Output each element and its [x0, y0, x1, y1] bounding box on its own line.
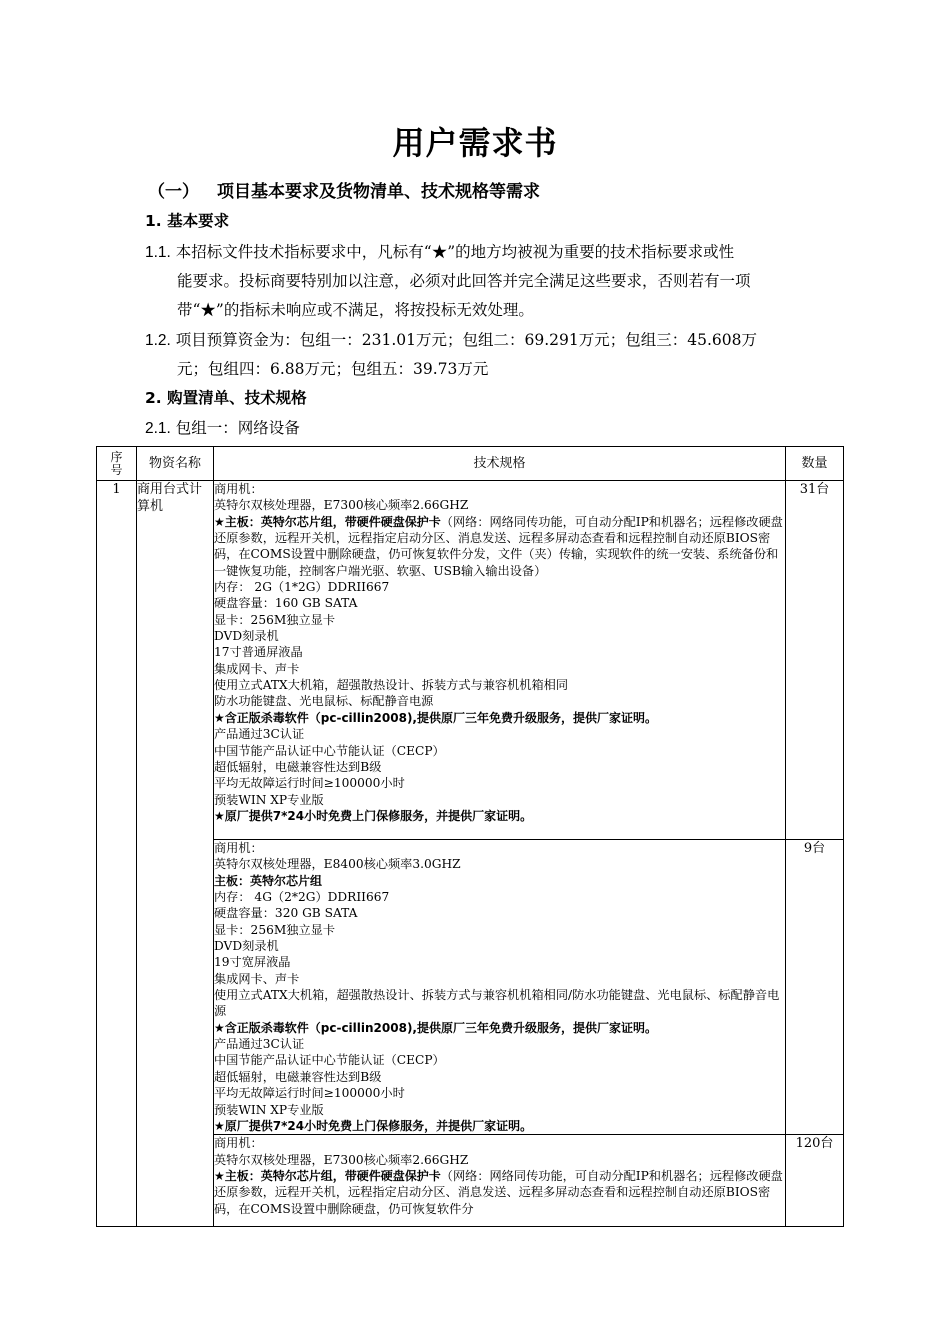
clause-2-1 [145, 416, 300, 438]
row-seq: 1 [97, 481, 137, 1227]
clause-number: 2.1. [145, 420, 171, 437]
spec-line: ★含正版杀毒软件（pc-cillin2008),提供原厂三年免费升级服务，提供厂家证明。 [214, 710, 657, 725]
clause-number: 1.2. [145, 332, 171, 349]
spec-line: 显卡：256M独立显卡 [214, 612, 336, 627]
row-quantity: 120台 [786, 1135, 844, 1227]
spec-line: 预装WIN XP专业版 [214, 792, 324, 807]
spec-line: 硬盘容量：160 GB SATA [214, 596, 358, 611]
header-qty: 数量 [786, 447, 844, 481]
spec-line: 硬盘容量：320 GB SATA [214, 906, 358, 921]
spec-line: 内存： 2G（1*2G）DDRII667 [214, 580, 390, 595]
spec-line: 中国节能产品认证中心节能认证（CECP） [214, 1053, 445, 1068]
clause-text: 项目预算资金为：包组一：231.01万元；包组二：69.291万元；包组三：45.608万 [175, 331, 758, 349]
section-heading-prefix: （一） [148, 182, 199, 202]
spec-line: 使用立式ATX大机箱，超强散热设计、拆装方式与兼容机机箱相同 [214, 678, 569, 693]
spec-line: 中国节能产品认证中心节能认证（CECP） [214, 743, 445, 758]
spec-line: 显卡：256M独立显卡 [214, 922, 336, 937]
spec-line: 平均无故障运行时间≥100000小时 [214, 1086, 405, 1101]
clause-text: 包组一：网络设备 [175, 419, 300, 437]
spec-cell [214, 840, 786, 1135]
spec-line: ★原厂提供7*24小时免费上门保修服务，并提供厂家证明。 [214, 808, 533, 823]
spec-line: 产品通过3C认证 [214, 1037, 305, 1052]
spec-line: 防水功能键盘、光电鼠标、标配静音电源 [214, 694, 434, 709]
section-heading [148, 177, 540, 202]
table-header-row [97, 447, 844, 481]
spec-line [214, 514, 785, 579]
header-name: 物资名称 [137, 447, 214, 481]
spec-detail: （网络：网络同传功能，可自动分配IP和机器名；远程修改硬盘还原参数，远程开关机，远程指定启动分区、消息发送、远程多屏动态查看和远程控制自动还原BIOS密码，在COMS设置中删除硬盘，仍可恢复软件分 [214, 1168, 783, 1216]
spec-line: 英特尔双核处理器，E8400核心频率3.0GHZ [214, 857, 461, 872]
purchase-heading: 2. 购置清单、技术规格 [145, 389, 307, 407]
spec-line: DVD刻录机 [214, 939, 279, 954]
spec-detail: （网络：网络同传功能，可自动分配IP和机器名；远程修改硬盘还原参数，远程开关机，远程指定启动分区、消息发送、远程多屏动态查看和远程控制自动还原BIOS密码，在COMS设置中删除硬盘，仍可恢复软件分发，文件（夹）传输，实现软件的统一安装、系统备份和一键恢复功能，控制客户端光驱、软驱、USB输入输出设备） [214, 514, 783, 578]
spec-line: 平均无故障运行时间≥100000小时 [214, 776, 405, 791]
header-seq: 序号 [97, 447, 137, 481]
spec-emphasis: ★主板：英特尔芯片组，带硬件硬盘保护卡 [214, 1168, 441, 1183]
spec-line: 集成网卡、声卡 [214, 661, 300, 676]
clause-1-2 [145, 328, 757, 350]
clause-1-1-line-2: 能要求。投标商要特别加以注意，必须对此回答并完全满足这些要求，否则若有一项 [177, 272, 751, 290]
spec-line: 商用机： [214, 841, 263, 855]
clause-1-2-line-2: 元；包组四：6.88万元；包组五：39.73万元 [177, 360, 489, 378]
clause-1-1-line-3: 带“★”的指标未响应或不满足，将按投标无效处理。 [177, 301, 534, 319]
basic-requirements-heading: 1. 基本要求 [145, 212, 230, 230]
spec-line: 超低辐射，电磁兼容性达到B级 [214, 759, 382, 774]
spec-emphasis: ★主板：英特尔芯片组，带硬件硬盘保护卡 [214, 514, 441, 529]
table-row [97, 481, 844, 840]
row-quantity: 9台 [786, 840, 844, 1135]
spec-line: 17寸普通屏液晶 [214, 645, 303, 660]
spec-line: 超低辐射，电磁兼容性达到B级 [214, 1069, 382, 1084]
page-title: 用户需求书 [392, 124, 558, 162]
section-heading-text: 项目基本要求及货物清单、技术规格等需求 [217, 182, 540, 202]
spec-line: DVD刻录机 [214, 629, 279, 644]
spec-line [214, 1168, 785, 1217]
clause-text: 本招标文件技术指标要求中，凡标有“★”的地方均被视为重要的技术指标要求或性 [175, 243, 735, 261]
spec-line: 产品通过3C认证 [214, 727, 305, 742]
spec-cell [214, 481, 786, 840]
clause-number: 1.1. [145, 244, 171, 261]
spec-line: 19寸宽屏液晶 [214, 955, 291, 970]
spec-line: ★含正版杀毒软件（pc-cillin2008),提供原厂三年免费升级服务，提供厂家证明。 [214, 1020, 657, 1035]
spec-line: 英特尔双核处理器，E7300核心频率2.66GHZ [214, 498, 469, 513]
row-quantity: 31台 [786, 481, 844, 840]
row-item-name: 商用台式计算机 [137, 481, 214, 1227]
procurement-table [96, 446, 844, 1227]
spec-line: ★原厂提供7*24小时免费上门保修服务，并提供厂家证明。 [214, 1118, 533, 1133]
spec-line: 使用立式ATX大机箱，超强散热设计、拆装方式与兼容机机箱相同/防水功能键盘、光电鼠标、标配静音电源 [214, 988, 780, 1019]
spec-cell [214, 1135, 786, 1227]
header-spec: 技术规格 [214, 447, 786, 481]
spec-line: 预装WIN XP专业版 [214, 1102, 324, 1117]
spec-cell-content [214, 1135, 785, 1226]
spec-line: 商用机： [214, 482, 263, 496]
spec-line: 内存： 4G（2*2G）DDRII667 [214, 890, 390, 905]
spec-line: 集成网卡、声卡 [214, 971, 300, 986]
spec-line: 主板：英特尔芯片组 [214, 873, 323, 888]
clause-1-1 [145, 240, 734, 262]
spec-line: 英特尔双核处理器，E7300核心频率2.66GHZ [214, 1152, 469, 1167]
spec-line: 商用机： [214, 1136, 263, 1151]
